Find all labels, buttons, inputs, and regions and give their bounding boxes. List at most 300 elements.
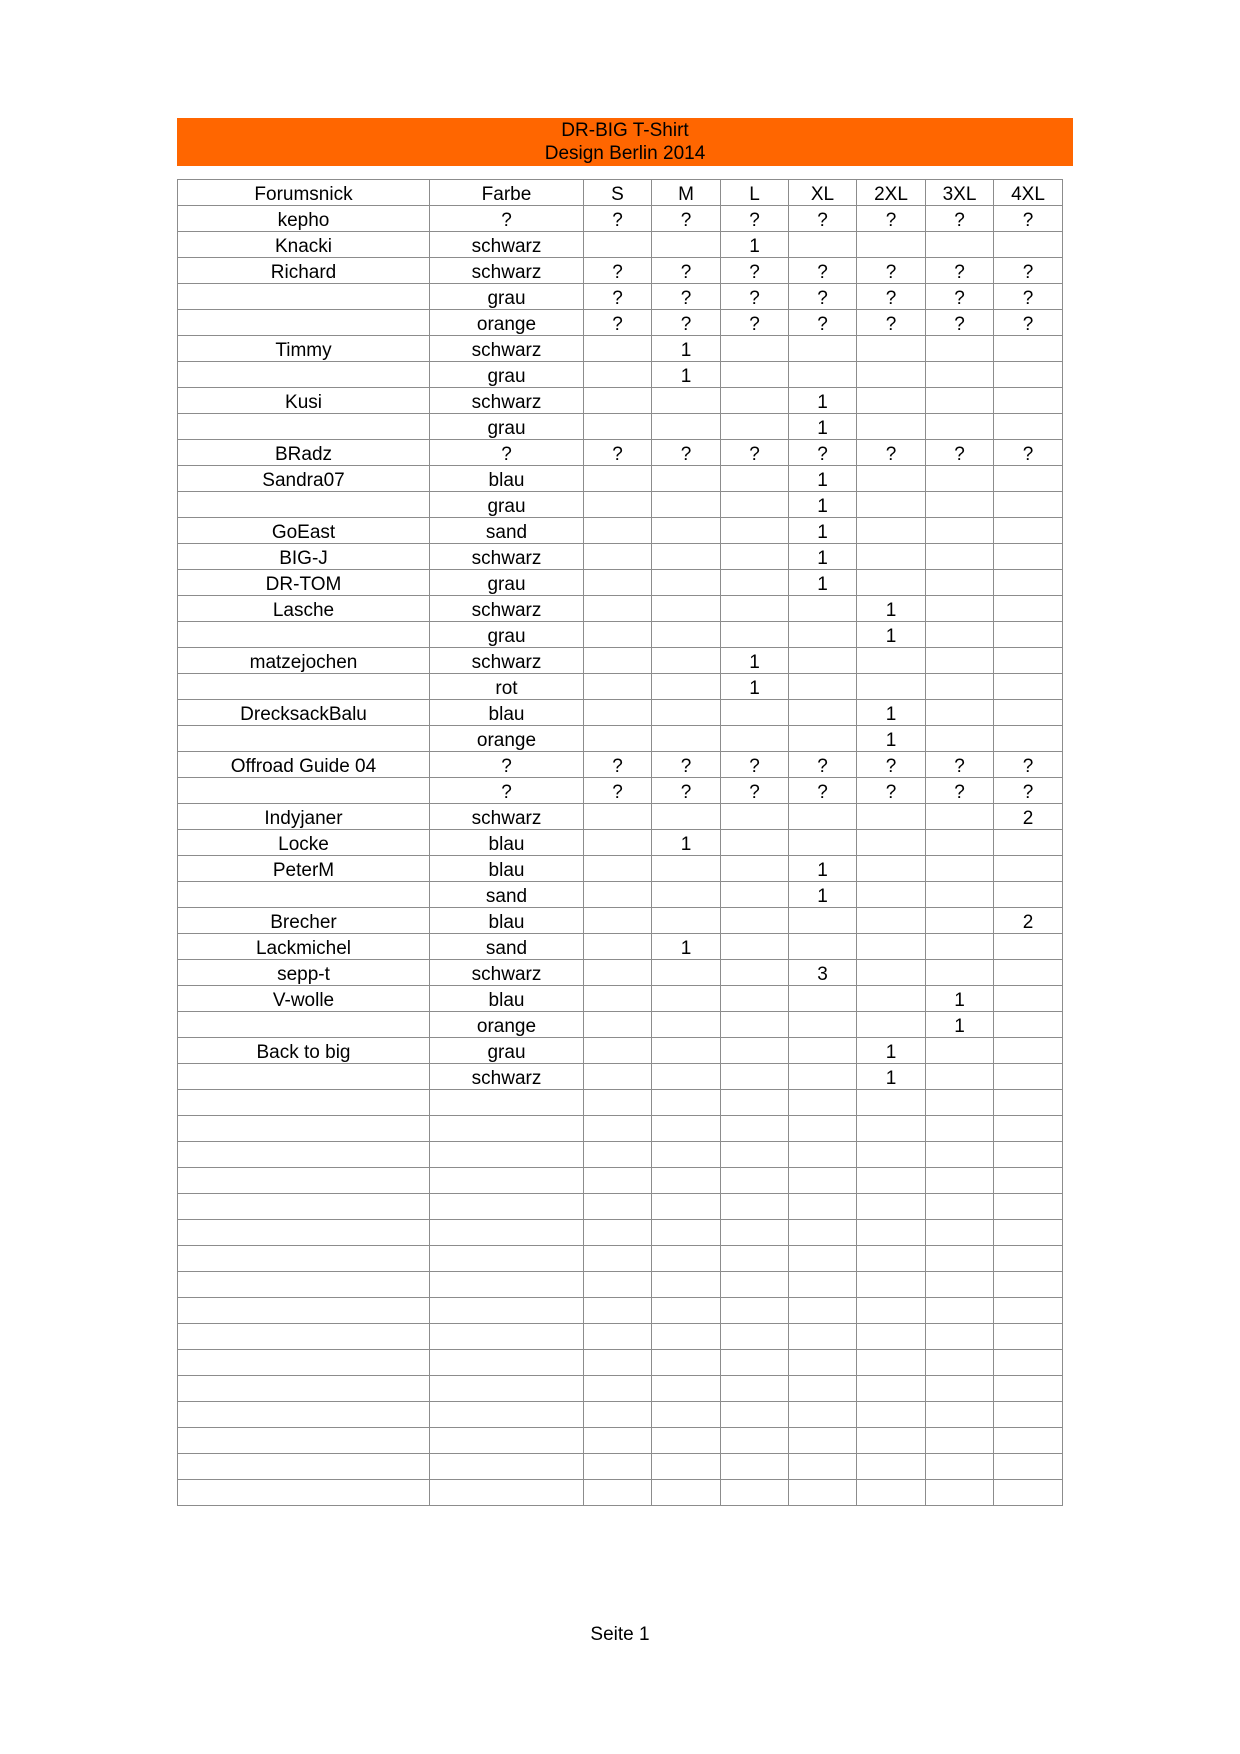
header-size-m: M (652, 180, 721, 206)
cell-size-m (652, 1090, 721, 1116)
cell-size-3xl (926, 1116, 994, 1142)
cell-size-m: ? (652, 440, 721, 466)
cell-size-xl (789, 1142, 857, 1168)
cell-size-4xl: ? (994, 440, 1063, 466)
cell-farbe: grau (430, 284, 584, 310)
cell-size-3xl (926, 804, 994, 830)
cell-size-4xl (994, 414, 1063, 440)
cell-size-xl: 1 (789, 882, 857, 908)
cell-size-l (721, 1168, 789, 1194)
cell-size-l (721, 570, 789, 596)
cell-size-s: ? (584, 752, 652, 778)
cell-size-s (584, 1012, 652, 1038)
cell-size-s (584, 804, 652, 830)
table-row (178, 544, 1063, 570)
cell-size-xl: 1 (789, 570, 857, 596)
cell-size-m (652, 414, 721, 440)
cell-size-2xl (857, 388, 926, 414)
cell-size-xl (789, 232, 857, 258)
cell-size-l: ? (721, 440, 789, 466)
cell-size-2xl (857, 336, 926, 362)
cell-forumsnick: BIG-J (178, 544, 430, 570)
cell-size-2xl (857, 466, 926, 492)
cell-size-xl: 3 (789, 960, 857, 986)
cell-farbe (430, 1090, 584, 1116)
header-size-2xl: 2XL (857, 180, 926, 206)
cell-size-2xl: 1 (857, 1038, 926, 1064)
cell-size-xl (789, 596, 857, 622)
cell-size-3xl (926, 1376, 994, 1402)
cell-size-m (652, 804, 721, 830)
cell-farbe: sand (430, 518, 584, 544)
cell-size-l (721, 1324, 789, 1350)
cell-size-3xl: 1 (926, 1012, 994, 1038)
cell-size-l (721, 1220, 789, 1246)
table-row (178, 726, 1063, 752)
cell-size-3xl (926, 1038, 994, 1064)
cell-farbe: ? (430, 752, 584, 778)
cell-farbe (430, 1142, 584, 1168)
cell-size-xl: 1 (789, 388, 857, 414)
empty-row (178, 1350, 1063, 1376)
cell-size-2xl (857, 1402, 926, 1428)
cell-farbe: schwarz (430, 388, 584, 414)
cell-size-3xl (926, 622, 994, 648)
cell-size-4xl (994, 1272, 1063, 1298)
cell-size-3xl: ? (926, 778, 994, 804)
cell-size-4xl (994, 700, 1063, 726)
cell-farbe: orange (430, 310, 584, 336)
cell-size-4xl (994, 232, 1063, 258)
table-row (178, 284, 1063, 310)
cell-size-3xl (926, 882, 994, 908)
cell-size-l: ? (721, 778, 789, 804)
cell-size-xl: ? (789, 284, 857, 310)
cell-size-2xl (857, 648, 926, 674)
cell-size-2xl (857, 804, 926, 830)
cell-size-2xl (857, 570, 926, 596)
table-row (178, 674, 1063, 700)
cell-farbe: blau (430, 830, 584, 856)
cell-size-s (584, 830, 652, 856)
table-row (178, 570, 1063, 596)
table-row (178, 414, 1063, 440)
cell-size-m (652, 674, 721, 700)
cell-size-4xl: ? (994, 258, 1063, 284)
cell-size-4xl (994, 934, 1063, 960)
cell-size-m (652, 1324, 721, 1350)
cell-size-4xl (994, 1454, 1063, 1480)
cell-size-l (721, 414, 789, 440)
cell-size-2xl (857, 1246, 926, 1272)
cell-size-s (584, 674, 652, 700)
cell-farbe: sand (430, 882, 584, 908)
cell-size-m (652, 570, 721, 596)
cell-size-l (721, 1428, 789, 1454)
cell-farbe: schwarz (430, 232, 584, 258)
table-row (178, 310, 1063, 336)
table-row (178, 960, 1063, 986)
cell-size-4xl: ? (994, 778, 1063, 804)
cell-size-2xl (857, 362, 926, 388)
cell-size-2xl (857, 1376, 926, 1402)
cell-size-l (721, 336, 789, 362)
cell-size-3xl (926, 1064, 994, 1090)
cell-size-4xl: ? (994, 206, 1063, 232)
cell-forumsnick (178, 284, 430, 310)
cell-size-s (584, 1272, 652, 1298)
cell-size-s (584, 1428, 652, 1454)
cell-size-4xl (994, 856, 1063, 882)
cell-size-4xl (994, 960, 1063, 986)
cell-forumsnick (178, 1454, 430, 1480)
cell-size-m (652, 1272, 721, 1298)
empty-row (178, 1090, 1063, 1116)
header-forumsnick: Forumsnick (178, 180, 430, 206)
cell-size-3xl (926, 1272, 994, 1298)
cell-size-m (652, 1142, 721, 1168)
cell-size-2xl: ? (857, 752, 926, 778)
cell-forumsnick (178, 778, 430, 804)
cell-size-m: ? (652, 310, 721, 336)
table-row (178, 856, 1063, 882)
cell-size-4xl (994, 830, 1063, 856)
cell-size-xl: 1 (789, 414, 857, 440)
cell-size-s (584, 1298, 652, 1324)
empty-row (178, 1272, 1063, 1298)
cell-size-xl: 1 (789, 518, 857, 544)
cell-size-xl (789, 1064, 857, 1090)
table-row (178, 804, 1063, 830)
table-row (178, 440, 1063, 466)
empty-row (178, 1376, 1063, 1402)
cell-size-m (652, 1194, 721, 1220)
cell-size-s (584, 882, 652, 908)
cell-size-2xl (857, 1194, 926, 1220)
title-line-1: DR-BIG T-Shirt (561, 120, 689, 141)
header-size-l: L (721, 180, 789, 206)
cell-size-m (652, 596, 721, 622)
cell-size-s (584, 1246, 652, 1272)
table-row (178, 596, 1063, 622)
cell-size-2xl: 1 (857, 726, 926, 752)
cell-size-s (584, 1142, 652, 1168)
cell-size-4xl (994, 1012, 1063, 1038)
cell-size-l (721, 1038, 789, 1064)
cell-forumsnick: DrecksackBalu (178, 700, 430, 726)
cell-forumsnick: DR-TOM (178, 570, 430, 596)
cell-size-3xl (926, 492, 994, 518)
cell-size-2xl: 1 (857, 700, 926, 726)
table-row (178, 388, 1063, 414)
cell-size-l (721, 726, 789, 752)
cell-forumsnick (178, 1142, 430, 1168)
cell-size-4xl (994, 1246, 1063, 1272)
cell-forumsnick: BRadz (178, 440, 430, 466)
cell-size-3xl (926, 1298, 994, 1324)
cell-size-xl (789, 726, 857, 752)
empty-row (178, 1454, 1063, 1480)
cell-size-xl (789, 1012, 857, 1038)
cell-size-3xl (926, 570, 994, 596)
cell-size-s (584, 492, 652, 518)
cell-farbe: schwarz (430, 544, 584, 570)
table-row (178, 830, 1063, 856)
cell-size-s (584, 570, 652, 596)
cell-size-4xl (994, 674, 1063, 700)
cell-size-4xl: ? (994, 310, 1063, 336)
empty-row (178, 1480, 1063, 1506)
cell-size-s (584, 1402, 652, 1428)
cell-size-3xl (926, 1324, 994, 1350)
cell-size-m (652, 960, 721, 986)
empty-row (178, 1220, 1063, 1246)
cell-size-3xl (926, 1220, 994, 1246)
cell-forumsnick: Kusi (178, 388, 430, 414)
header-size-xl: XL (789, 180, 857, 206)
cell-size-s (584, 388, 652, 414)
cell-size-m (652, 986, 721, 1012)
cell-size-m: ? (652, 284, 721, 310)
cell-size-s (584, 466, 652, 492)
cell-forumsnick (178, 362, 430, 388)
cell-forumsnick (178, 1116, 430, 1142)
cell-farbe: schwarz (430, 804, 584, 830)
cell-size-l: ? (721, 258, 789, 284)
cell-size-2xl (857, 1428, 926, 1454)
cell-farbe (430, 1168, 584, 1194)
cell-size-xl: ? (789, 258, 857, 284)
cell-size-s (584, 856, 652, 882)
cell-forumsnick (178, 1090, 430, 1116)
cell-size-4xl: 2 (994, 908, 1063, 934)
title-line-2: Design Berlin 2014 (544, 143, 706, 164)
cell-size-s (584, 700, 652, 726)
cell-size-xl: ? (789, 440, 857, 466)
cell-forumsnick (178, 674, 430, 700)
cell-size-3xl (926, 830, 994, 856)
cell-size-m (652, 466, 721, 492)
cell-size-xl (789, 1480, 857, 1506)
cell-farbe (430, 1220, 584, 1246)
cell-size-2xl (857, 908, 926, 934)
cell-size-l (721, 1116, 789, 1142)
cell-size-s (584, 726, 652, 752)
cell-forumsnick (178, 1480, 430, 1506)
cell-size-2xl (857, 830, 926, 856)
empty-row (178, 1324, 1063, 1350)
cell-size-xl (789, 1350, 857, 1376)
cell-forumsnick: V-wolle (178, 986, 430, 1012)
cell-size-xl (789, 1246, 857, 1272)
cell-size-l (721, 1194, 789, 1220)
cell-size-s (584, 232, 652, 258)
cell-forumsnick: Brecher (178, 908, 430, 934)
empty-row (178, 1402, 1063, 1428)
table-row (178, 986, 1063, 1012)
cell-size-2xl (857, 1298, 926, 1324)
cell-size-s (584, 518, 652, 544)
cell-size-xl (789, 1454, 857, 1480)
cell-size-4xl (994, 388, 1063, 414)
cell-size-xl (789, 1324, 857, 1350)
order-table (177, 179, 1063, 1506)
cell-size-s (584, 1038, 652, 1064)
cell-size-l (721, 856, 789, 882)
cell-forumsnick (178, 882, 430, 908)
cell-size-m: ? (652, 752, 721, 778)
cell-size-m (652, 1454, 721, 1480)
cell-farbe (430, 1428, 584, 1454)
cell-farbe: ? (430, 206, 584, 232)
cell-size-4xl (994, 1142, 1063, 1168)
cell-size-2xl (857, 414, 926, 440)
cell-size-m (652, 1168, 721, 1194)
cell-size-l (721, 388, 789, 414)
table-row (178, 1038, 1063, 1064)
cell-size-4xl: ? (994, 752, 1063, 778)
header-size-4xl: 4XL (994, 180, 1063, 206)
cell-farbe (430, 1246, 584, 1272)
table-row (178, 362, 1063, 388)
cell-farbe: ? (430, 440, 584, 466)
table-row (178, 466, 1063, 492)
cell-forumsnick: Back to big (178, 1038, 430, 1064)
cell-size-m (652, 1480, 721, 1506)
cell-size-xl (789, 1194, 857, 1220)
cell-size-2xl: ? (857, 440, 926, 466)
cell-size-2xl (857, 1324, 926, 1350)
cell-size-4xl (994, 570, 1063, 596)
cell-size-4xl (994, 1428, 1063, 1454)
cell-size-m (652, 388, 721, 414)
empty-row (178, 1168, 1063, 1194)
cell-farbe: rot (430, 674, 584, 700)
cell-forumsnick: Lasche (178, 596, 430, 622)
cell-size-l: ? (721, 206, 789, 232)
cell-forumsnick (178, 1168, 430, 1194)
cell-size-4xl (994, 622, 1063, 648)
cell-size-4xl (994, 1168, 1063, 1194)
cell-farbe (430, 1376, 584, 1402)
table-row (178, 518, 1063, 544)
cell-size-l (721, 1012, 789, 1038)
cell-size-4xl (994, 1090, 1063, 1116)
cell-size-s (584, 1480, 652, 1506)
cell-size-l (721, 544, 789, 570)
cell-forumsnick (178, 726, 430, 752)
cell-farbe (430, 1480, 584, 1506)
cell-farbe: blau (430, 986, 584, 1012)
cell-size-l (721, 908, 789, 934)
cell-size-m (652, 1038, 721, 1064)
cell-size-l (721, 1142, 789, 1168)
cell-size-l (721, 492, 789, 518)
cell-forumsnick: Lackmichel (178, 934, 430, 960)
cell-farbe: schwarz (430, 258, 584, 284)
cell-size-m (652, 648, 721, 674)
cell-size-3xl (926, 362, 994, 388)
cell-size-4xl (994, 1324, 1063, 1350)
cell-size-4xl (994, 596, 1063, 622)
cell-size-s: ? (584, 440, 652, 466)
cell-size-4xl (994, 648, 1063, 674)
table-body (178, 206, 1063, 1506)
cell-size-xl (789, 1298, 857, 1324)
cell-forumsnick (178, 1012, 430, 1038)
cell-size-3xl (926, 1402, 994, 1428)
cell-size-l (721, 1350, 789, 1376)
cell-size-2xl (857, 882, 926, 908)
cell-size-2xl (857, 492, 926, 518)
cell-size-xl (789, 1428, 857, 1454)
cell-size-s (584, 596, 652, 622)
cell-size-3xl: ? (926, 310, 994, 336)
cell-farbe (430, 1116, 584, 1142)
cell-size-3xl (926, 1428, 994, 1454)
cell-size-l (721, 1376, 789, 1402)
cell-farbe: schwarz (430, 596, 584, 622)
cell-size-2xl: 1 (857, 596, 926, 622)
cell-size-m (652, 1246, 721, 1272)
cell-size-l (721, 596, 789, 622)
cell-size-2xl (857, 960, 926, 986)
cell-size-4xl: ? (994, 284, 1063, 310)
cell-size-2xl (857, 1272, 926, 1298)
cell-size-4xl (994, 518, 1063, 544)
cell-size-xl: ? (789, 206, 857, 232)
cell-size-s (584, 934, 652, 960)
cell-size-2xl (857, 544, 926, 570)
cell-size-m: 1 (652, 830, 721, 856)
table-row (178, 336, 1063, 362)
cell-size-s (584, 622, 652, 648)
table-row (178, 908, 1063, 934)
cell-size-2xl (857, 518, 926, 544)
cell-forumsnick: Indyjaner (178, 804, 430, 830)
cell-size-2xl (857, 934, 926, 960)
cell-size-4xl (994, 986, 1063, 1012)
cell-size-m: ? (652, 258, 721, 284)
cell-size-m (652, 856, 721, 882)
cell-size-3xl: ? (926, 258, 994, 284)
cell-forumsnick (178, 1064, 430, 1090)
table-row (178, 648, 1063, 674)
cell-size-3xl (926, 466, 994, 492)
cell-size-3xl (926, 960, 994, 986)
cell-farbe: grau (430, 492, 584, 518)
cell-size-4xl (994, 882, 1063, 908)
cell-size-s (584, 1324, 652, 1350)
cell-size-2xl (857, 1116, 926, 1142)
cell-size-2xl: ? (857, 284, 926, 310)
cell-forumsnick (178, 414, 430, 440)
title-banner (177, 118, 1073, 166)
cell-size-s: ? (584, 206, 652, 232)
cell-size-xl (789, 648, 857, 674)
cell-size-4xl (994, 1220, 1063, 1246)
cell-farbe: grau (430, 570, 584, 596)
cell-forumsnick (178, 1272, 430, 1298)
cell-size-xl: ? (789, 752, 857, 778)
cell-size-3xl (926, 700, 994, 726)
cell-size-m (652, 544, 721, 570)
cell-size-3xl (926, 856, 994, 882)
cell-size-3xl (926, 1142, 994, 1168)
cell-size-xl (789, 934, 857, 960)
cell-size-l (721, 804, 789, 830)
cell-forumsnick (178, 1298, 430, 1324)
